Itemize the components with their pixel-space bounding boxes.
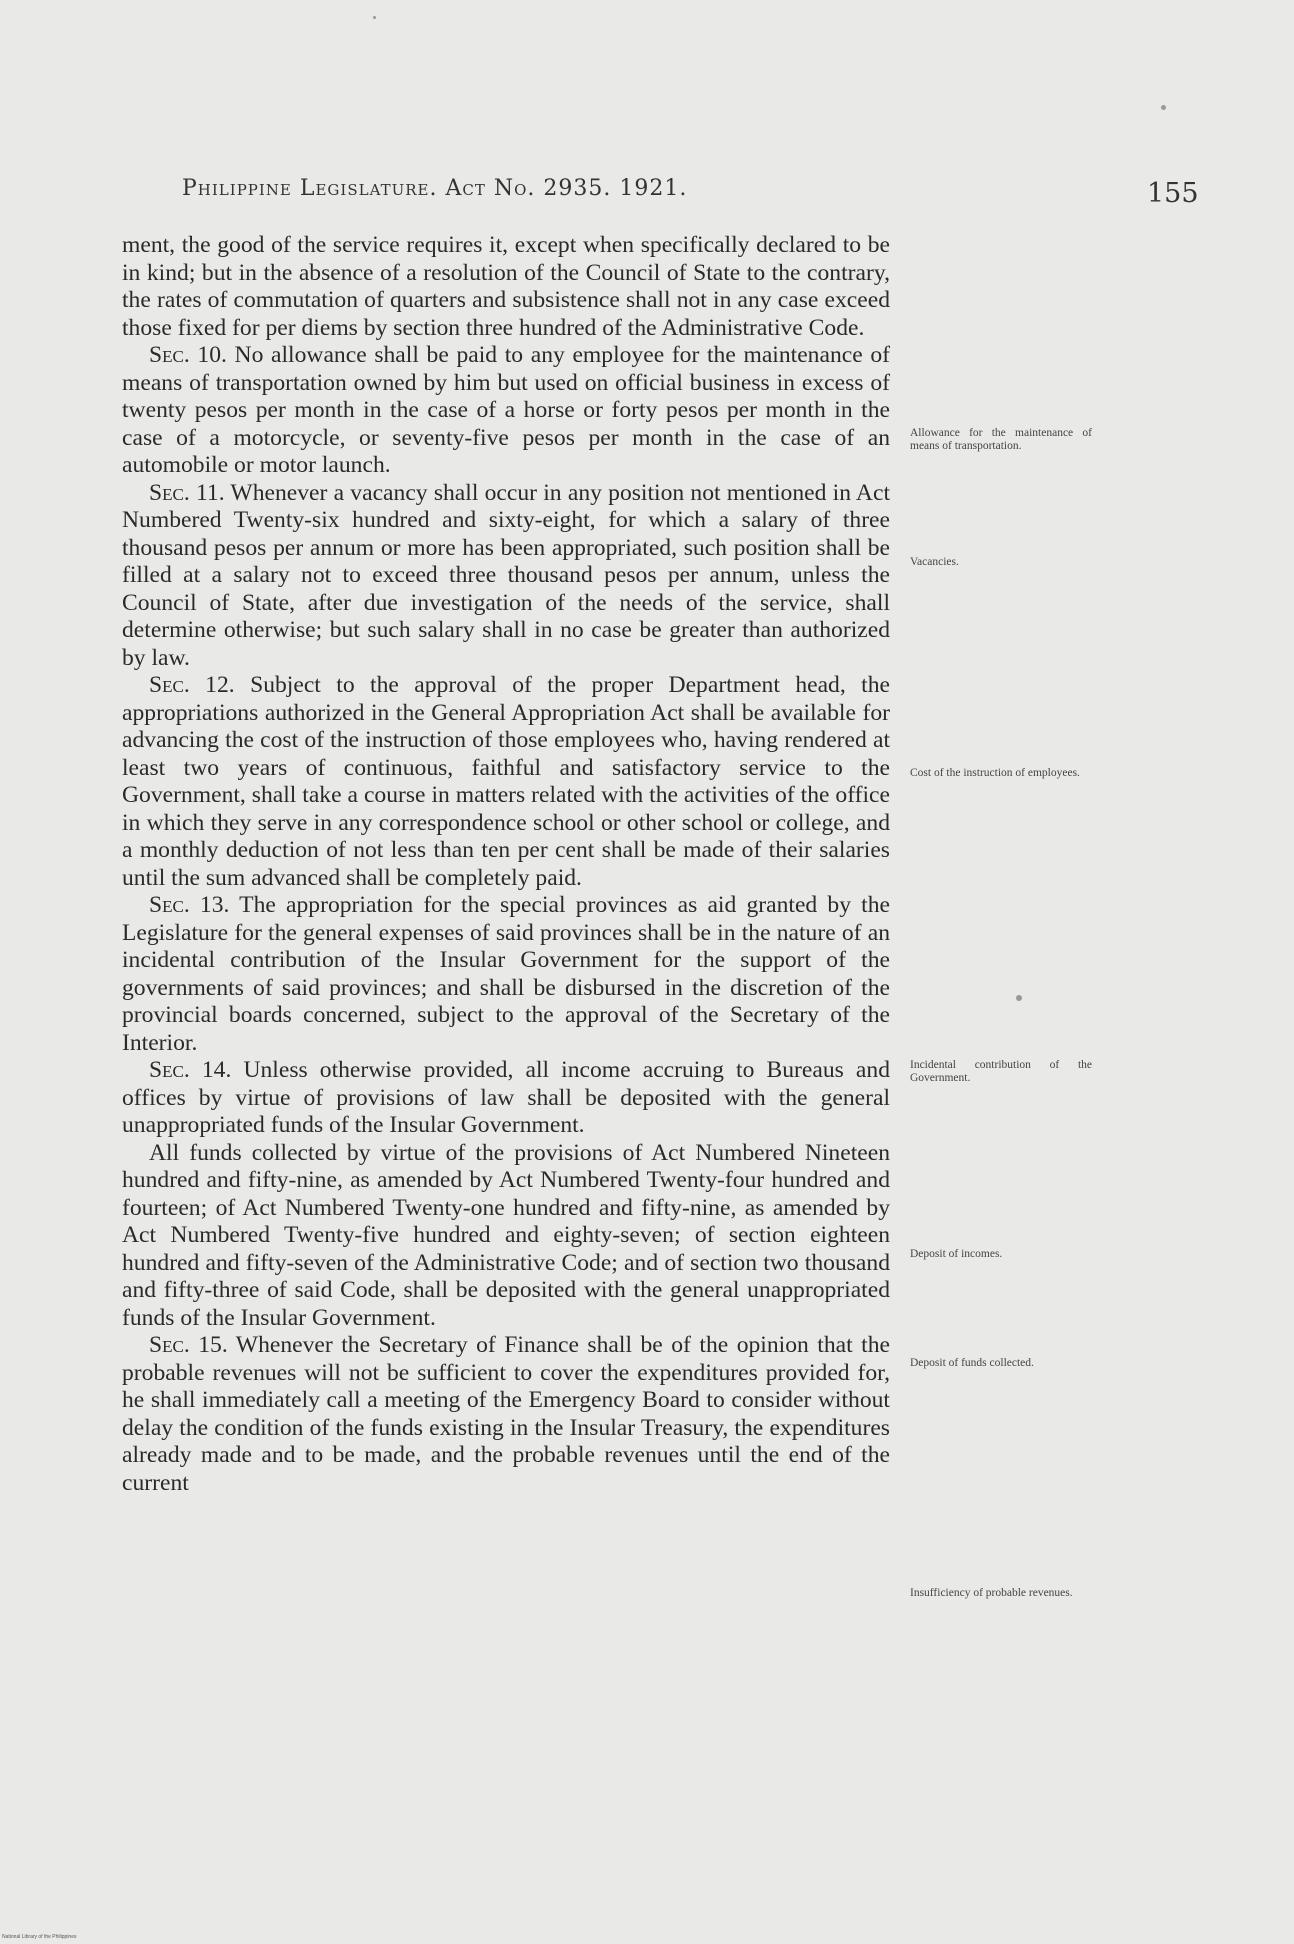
paragraph-continuation: ment, the good of the service requires it, except when specifically declared to be in kind; but in the absence of a resolution of the Council of State to the contrary, the rates of commutation of quarters and subsistence shall not in any case exceed those fixed for per diems by section three hundred of the Administrative Code.: [122, 232, 890, 341]
section-11: Sec. 11. Whenever a vacancy shall occur in any position not mentioned in Act Numbered Twenty-six hundred and sixty-eight, for which a salary of three thousand pesos per annum or more has been appropriated, such position shall be filled at a salary not to exceed three thousand pesos per annum, unless the Council of State, after due investigation of the needs of the service, shall determine otherwise; but such salary shall in no case be greater than authorized by law.: [122, 479, 890, 671]
section-13: Sec. 13. The appropriation for the special provinces as aid granted by the Legislature for the general expenses of said provinces shall be in the nature of an incidental contribution of the Insular Government for the support of the governments of said provinces; and shall be disbursed in the discretion of the provincial boards concerned, subject to the approval of the Secretary of the Interior.: [122, 892, 890, 1056]
section-14: Sec. 14. Unless otherwise provided, all income accruing to Bureaus and offices by virtue of provisions of law shall be deposited with the general unappropriated funds of the Insular Government.: [122, 1057, 890, 1138]
page-number: 155: [1147, 178, 1199, 209]
section-10: Sec. 10. No allowance shall be paid to any employee for the maintenance of means of transportation owned by him but used on official business in excess of twenty pesos per month in the case of a horse or forty pesos per month in the case of a motorcycle, or seventy-five pesos per month in the case of an automobile or motor launch.: [122, 342, 890, 478]
margin-note-allowance: Allowance for the maintenance of means of transportation.: [910, 427, 1092, 452]
scan-speck: [1016, 995, 1022, 1001]
scan-speck: [1161, 105, 1166, 110]
margin-note-incomes: Deposit of incomes.: [910, 1248, 1003, 1260]
section-number: Sec. 11.: [149, 479, 225, 506]
section-number: Sec. 14.: [149, 1057, 232, 1083]
section-15: Sec. 15. Whenever the Secretary of Finance shall be of the opinion that the probable revenues will not be sufficient to cover the expenditures provided for, he shall immediately call a meeting of the Emergency Board to consider without delay the condition of the funds existing in the Insular Treasury, the expenditures already made and to be made, and the probable revenues until the end of the current: [122, 1332, 890, 1496]
footer-credit: National Library of the Philippines: [2, 1934, 77, 1940]
section-12: Sec. 12. Subject to the approval of the proper Department head, the appropriations authorized in the General Appropriation Act shall be available for advancing the cost of the instruction of those employees who, having rendered at least two years of continuous, faithful and satisfactory service to the Government, shall take a course in matters related with the activities of the office in which they serve in any correspondence school or other school or college, and a monthly deduction of not less than ten per cent shall be made of their salaries until the sum advanced shall be completely paid.: [122, 672, 890, 891]
section-number: Sec. 12.: [149, 672, 235, 698]
section-number: Sec. 15.: [149, 1332, 228, 1358]
margin-note-vacancies: Vacancies.: [910, 556, 959, 568]
scan-speck: [373, 16, 376, 19]
running-head: Philippine Legislature. Act No. 2935. 1921.: [182, 176, 688, 201]
section-number: Sec. 10.: [149, 342, 227, 368]
margin-note-revenues: Insufficiency of probable revenues.: [910, 1587, 1073, 1599]
margin-note-incidental: Incidental contribution of the Government.: [910, 1059, 1092, 1084]
section-number: Sec. 13.: [149, 892, 230, 918]
section-14-funds-paragraph: All funds collected by virtue of the provisions of Act Numbered Nineteen hundred and fifty-nine, as amended by Act Numbered Twenty-four hundred and fourteen; of Act Numbered Twenty-one hundred and fifty-nine, as amended by Act Numbered Twenty-five hundred and eighty-seven; of section eighteen hundred and fifty-seven of the Administrative Code; and of section two thousand and fifty-three of said Code, shall be deposited with the general unappropriated funds of the Insular Government.: [122, 1139, 890, 1331]
margin-note-funds: Deposit of funds collected.: [910, 1357, 1034, 1369]
margin-note-instruction: Cost of the instruction of employees.: [910, 767, 1080, 779]
body-text: [122, 232, 890, 1497]
